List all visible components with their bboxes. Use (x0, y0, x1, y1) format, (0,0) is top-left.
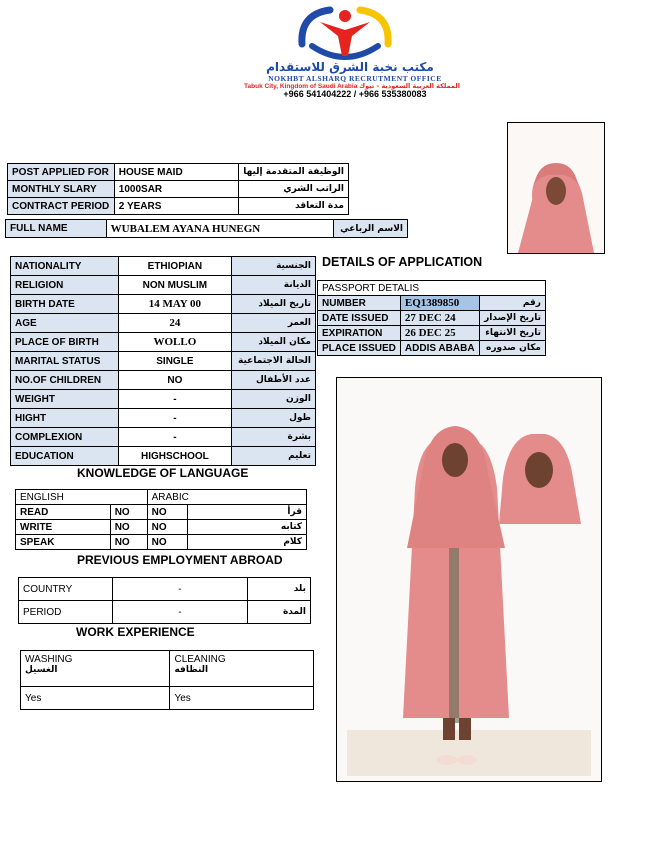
work-label: CLEANING (174, 654, 226, 665)
table-row (11, 390, 316, 409)
table-row (11, 352, 316, 371)
passport-label: DATE ISSUED (318, 311, 401, 326)
passport-value: 26 DEC 25 (400, 326, 479, 341)
table-row (11, 295, 316, 314)
table-row (8, 198, 349, 215)
personal-label-ar: مكان الميلاد (232, 333, 316, 352)
passport-value: ADDIS ABABA (400, 341, 479, 356)
table-row (11, 428, 316, 447)
passport-label: PLACE ISSUED (318, 341, 401, 356)
personal-value: - (118, 390, 231, 409)
agency-header (200, 4, 490, 100)
language-english: NO (110, 520, 147, 535)
table-row (21, 651, 314, 687)
language-label: READ (16, 505, 111, 520)
employment-label: PERIOD (19, 601, 113, 624)
passport-value: 27 DEC 24 (400, 311, 479, 326)
language-label-ar: قرأ (187, 505, 307, 520)
table-row (8, 164, 349, 181)
application-title: DETAILS OF APPLICATION (322, 255, 483, 269)
passport-label-ar: مكان صدوره (479, 341, 545, 356)
personal-label-ar: العمر (232, 314, 316, 333)
personal-label: BIRTH DATE (11, 295, 119, 314)
language-label-ar: كتابه (187, 520, 307, 535)
full-name-table (5, 219, 408, 238)
portrait-photo (507, 122, 605, 254)
personal-label-ar: طول (232, 409, 316, 428)
personal-label: AGE (11, 314, 119, 333)
personal-label-ar: بشرة (232, 428, 316, 447)
passport-label: EXPIRATION (318, 326, 401, 341)
personal-value: NO (118, 371, 231, 390)
job-table (7, 163, 349, 215)
language-english: NO (110, 505, 147, 520)
work-value: Yes (21, 687, 170, 710)
personal-label: EDUCATION (11, 447, 119, 466)
language-table (15, 489, 307, 550)
table-row (11, 333, 316, 352)
table-row (11, 314, 316, 333)
table-row (19, 578, 311, 601)
language-arabic: NO (147, 520, 187, 535)
full-body-figure (337, 378, 601, 781)
table-row (16, 535, 307, 550)
job-label: CONTRACT PERIOD (8, 198, 115, 215)
employment-label-ar: المدة (248, 601, 311, 624)
personal-label: COMPLEXION (11, 428, 119, 447)
personal-label: PLACE OF BIRTH (11, 333, 119, 352)
work-table (20, 650, 314, 710)
agency-logo (290, 4, 400, 64)
personal-label: HIGHT (11, 409, 119, 428)
table-row (16, 520, 307, 535)
full-name-value: WUBALEM AYANA HUNEGN (106, 220, 333, 238)
work-title: WORK EXPERIENCE (76, 625, 195, 639)
table-row (16, 490, 307, 505)
personal-label: WEIGHT (11, 390, 119, 409)
work-item (21, 651, 170, 687)
language-label: WRITE (16, 520, 111, 535)
personal-table (10, 256, 316, 466)
table-row (318, 296, 546, 311)
table-row (318, 341, 546, 356)
personal-value: SINGLE (118, 352, 231, 371)
personal-value: HIGHSCHOOL (118, 447, 231, 466)
table-row (11, 276, 316, 295)
personal-label-ar: تاريخ الميلاد (232, 295, 316, 314)
language-english: NO (110, 535, 147, 550)
employment-label-ar: بلد (248, 578, 311, 601)
job-label: POST APPLIED FOR (8, 164, 115, 181)
passport-value: EQ1389850 (400, 296, 479, 311)
personal-value: ETHIOPIAN (118, 257, 231, 276)
work-label-ar: النظافه (174, 665, 209, 675)
language-arabic: NO (147, 505, 187, 520)
employment-label: COUNTRY (19, 578, 113, 601)
table-row (19, 601, 311, 624)
passport-label-ar: تاريخ الانتهاء (479, 326, 545, 341)
language-arabic: NO (147, 535, 187, 550)
agency-name-en: NOKHBT ALSHARQ RECRUTMENT OFFICE (268, 74, 442, 83)
job-value: 2 YEARS (114, 198, 238, 215)
personal-label-ar: الجنسية (232, 257, 316, 276)
personal-label: NO.OF CHILDREN (11, 371, 119, 390)
table-row (11, 257, 316, 276)
job-value: HOUSE MAID (114, 164, 238, 181)
language-label: SPEAK (16, 535, 111, 550)
personal-label-ar: عدد الأطفال (232, 371, 316, 390)
personal-label-ar: الوزن (232, 390, 316, 409)
agency-phones: +966 541404222 / +966 535380083 (283, 89, 427, 99)
job-label: MONTHLY SLARY (8, 181, 115, 198)
table-row (11, 371, 316, 390)
personal-label-ar: الديانة (232, 276, 316, 295)
agency-location: Tabuk City, Kingdom of Saudi Arabia (244, 83, 358, 90)
personal-label: RELIGION (11, 276, 119, 295)
portrait-figure (508, 123, 604, 253)
full-body-photo (336, 377, 602, 782)
personal-value: 14 MAY 00 (118, 295, 231, 314)
personal-label-ar: الحالة الاجتماعية (232, 352, 316, 371)
language-col-arabic: ARABIC (147, 490, 306, 505)
passport-label-ar: تاريخ الإصدار (479, 311, 545, 326)
personal-label-ar: تعليم (232, 447, 316, 466)
work-label: WASHING (25, 654, 73, 665)
personal-value: NON MUSLIM (118, 276, 231, 295)
table-row (6, 220, 408, 238)
table-row (318, 311, 546, 326)
passport-table (317, 280, 546, 356)
table-row (16, 505, 307, 520)
passport-label: NUMBER (318, 296, 401, 311)
full-name-label: FULL NAME (6, 220, 107, 238)
employment-title: PREVIOUS EMPLOYMENT ABROAD (77, 553, 283, 567)
table-row (11, 409, 316, 428)
job-label-ar: الوظيفة المتقدمة إليها (239, 164, 349, 181)
job-label-ar: مدة التعاقد (239, 198, 349, 215)
personal-value: - (118, 428, 231, 447)
table-row (8, 181, 349, 198)
employment-table (18, 577, 311, 624)
personal-value: WOLLO (118, 333, 231, 352)
work-label-ar: الغسيل (25, 665, 58, 675)
agency-location-ar: المملكة العربية السعودية - تبوك (359, 82, 460, 90)
personal-label: MARITAL STATUS (11, 352, 119, 371)
table-row (21, 687, 314, 710)
language-title: KNOWLEDGE OF LANGUAGE (77, 466, 249, 480)
table-row (318, 281, 546, 296)
table-row (318, 326, 546, 341)
employment-value: - (112, 578, 247, 601)
table-row (11, 447, 316, 466)
personal-value: 24 (118, 314, 231, 333)
agency-name-ar: مكتب نخبة الشرق للاستقدام (266, 60, 434, 74)
language-col-english: ENGLISH (16, 490, 148, 505)
work-item (170, 651, 314, 687)
work-value: Yes (170, 687, 314, 710)
job-label-ar: الراتب الشري (239, 181, 349, 198)
employment-value: - (112, 601, 247, 624)
personal-value: - (118, 409, 231, 428)
passport-header: PASSPORT DETALIS (318, 281, 546, 296)
job-value: 1000SAR (114, 181, 238, 198)
language-label-ar: كلام (187, 535, 307, 550)
personal-label: NATIONALITY (11, 257, 119, 276)
full-name-label-ar: الاسم الرباعي (334, 220, 408, 238)
passport-label-ar: رقم (479, 296, 545, 311)
